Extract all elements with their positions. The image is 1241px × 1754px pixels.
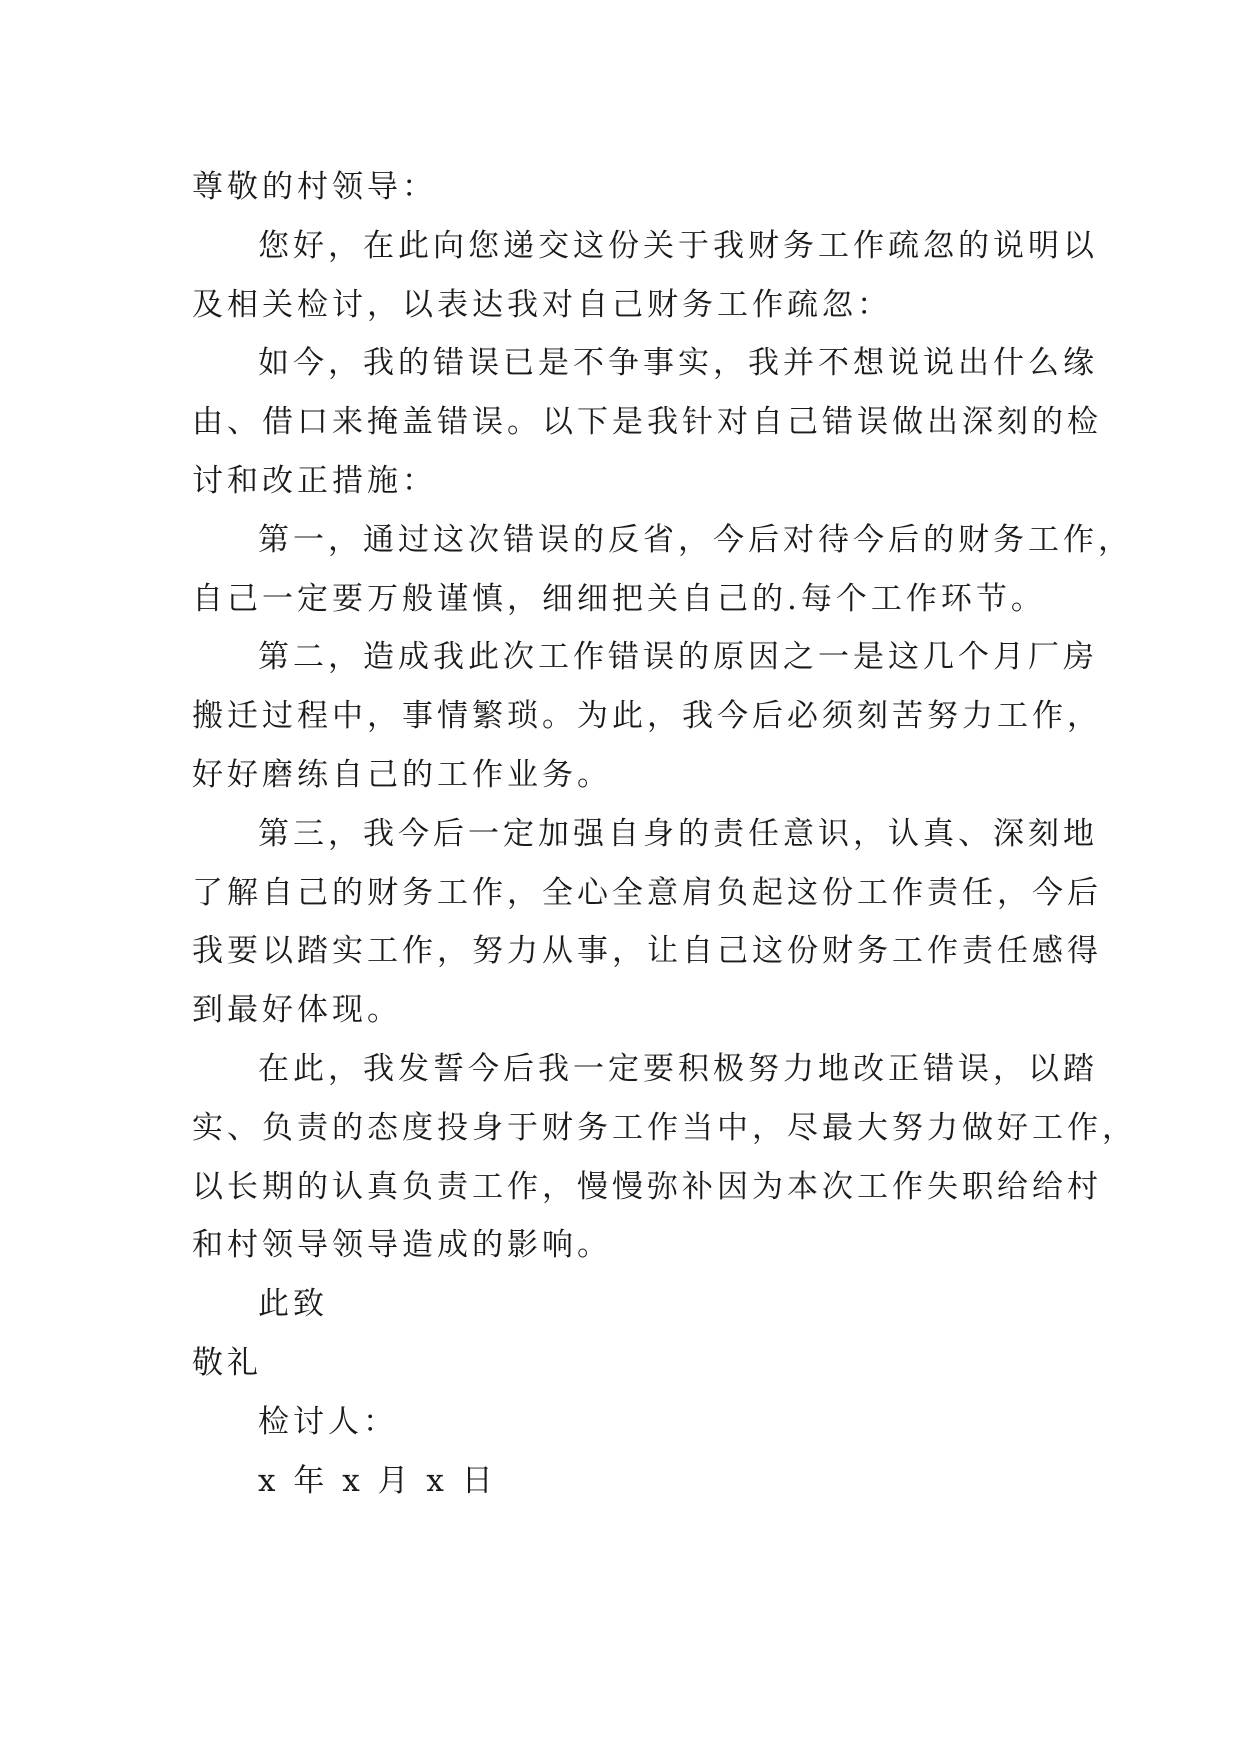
paragraph-line: 如今，我的错误已是不争事实，我并不想说说出什么缘 bbox=[258, 345, 1098, 382]
paragraph-line: 您好，在此向您递交这份关于我财务工作疏忽的说明以 bbox=[258, 227, 1098, 264]
paragraph-line: 由、借口来掩盖错误。以下是我针对自己错误做出深刻的检 bbox=[192, 404, 1102, 441]
paragraph-line: 第二，造成我此次工作错误的原因之一是这几个月厂房 bbox=[258, 639, 1098, 676]
salutation: 敬礼 bbox=[192, 1344, 262, 1381]
paragraph-line: 第三，我今后一定加强自身的责任意识，认真、深刻地 bbox=[258, 815, 1098, 852]
paragraph-line: 到最好体现。 bbox=[192, 992, 402, 1029]
paragraph-line: 好好磨练自己的工作业务。 bbox=[192, 756, 612, 793]
paragraph-line: 了解自己的财务工作，全心全意肩负起这份工作责任，今后 bbox=[192, 874, 1102, 911]
paragraph-line: 和村领导领导造成的影响。 bbox=[192, 1227, 612, 1264]
paragraph-line: 我要以踏实工作，努力从事，让自己这份财务工作责任感得 bbox=[192, 933, 1102, 970]
date-line: x 年 x 月 x 日 bbox=[258, 1462, 497, 1499]
greeting: 尊敬的村领导： bbox=[192, 169, 437, 205]
paragraph-line: 实、负责的态度投身于财务工作当中，尽最大努力做好工作， bbox=[192, 1109, 1137, 1146]
paragraph-line: 讨和改正措施： bbox=[192, 462, 437, 499]
paragraph-line: 搬迁过程中，事情繁琐。为此，我今后必须刻苦努力工作， bbox=[192, 698, 1102, 735]
paragraph-line: 自己一定要万般谨慎，细细把关自己的.每个工作环节。 bbox=[192, 580, 1046, 617]
signer-label: 检讨人： bbox=[258, 1403, 398, 1440]
paragraph-line: 在此，我发誓今后我一定要积极努力地改正错误，以踏 bbox=[258, 1050, 1098, 1087]
closing-line: 此致 bbox=[258, 1286, 328, 1323]
paragraph-line: 以长期的认真负责工作，慢慢弥补因为本次工作失职给给村 bbox=[192, 1168, 1102, 1205]
letter-body bbox=[192, 158, 1137, 1510]
paragraph-line: 第一，通过这次错误的反省，今后对待今后的财务工作， bbox=[258, 521, 1133, 558]
paragraph-line: 及相关检讨，以表达我对自己财务工作疏忽： bbox=[192, 286, 892, 323]
